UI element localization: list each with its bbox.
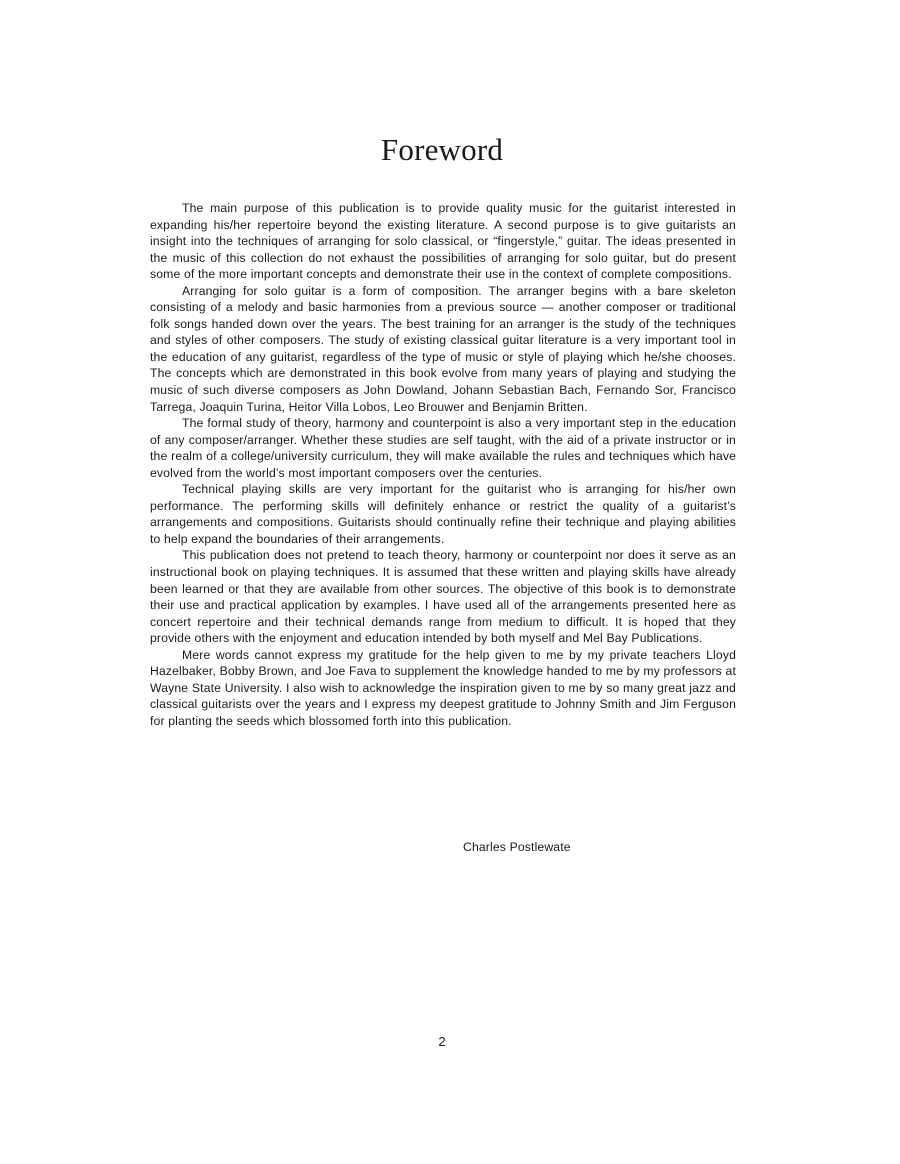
page-title: Foreword — [380, 132, 504, 167]
page-number: 2 — [438, 1034, 446, 1049]
paragraph-gratitude: Mere words cannot express my gratitude for the help given to me by my private teachers Lloyd Hazelbaker, Bobby Brown, and Joe Fava to supplement the knowledge handed to me by my professors at Wayne State University. I also wish to acknowledge the inspiration given to me by so many great jazz and classical guitarists over the years and I express my deepest gratitude to Johnny Smith and Jim Ferguson for planting the seeds which blossomed forth into this publication. — [150, 647, 736, 728]
paragraph-theory: The formal study of theory, harmony and counterpoint is also a very important step in the education of any composer/arranger. Whether these studies are self taught, with the aid of a private instructor or in the realm of a college/university curriculum, they will make available the rules and techniques which have evolved from the world’s most important composers over the centuries. — [150, 416, 736, 480]
paragraph-publication-scope: This publication does not pretend to teach theory, harmony or counterpoint nor does it serve as an instructional book on playing techniques. It is assumed that these written and playing skills have already been learned or that they are available from other sources. The objective of this book is to demonstrate their use and practical application by examples. I have used all of the arrangements presented here as concert repertoire and their technical demands range from medium to difficult. It is hoped that they provide others with the enjoyment and education intended by both myself and Mel Bay Publications. — [150, 548, 736, 646]
paragraph-arranging: Arranging for solo guitar is a form of composition. The arranger begins with a bare skeleton consisting of a melody and basic harmonies from a previous source — another composer or traditional folk songs handed down over the years. The best training for an arranger is the study of the techniques and styles of other composers. The study of existing classical guitar literature is a very important tool in the education of any guitarist, regardless of the type of music or style of playing which he/she chooses. The concepts which are demonstrated in this book evolve from many years of playing and studying the music of such diverse composers as John Dowland, Johann Sebastian Bach, Fernando Sor, Francisco Tarrega, Joaquin Turina, Heitor Villa Lobos, Leo Brouwer and Benjamin Britten. — [150, 283, 736, 414]
paragraph-technical-skills: Technical playing skills are very important for the guitarist who is arranging for his/her own performance. The performing skills will definitely enhance or restrict the quality of a guitarist’s arrangements and compositions. Guitarists should continually refine their technique and playing abilities to help expand the boundaries of their arrangements. — [150, 482, 736, 546]
paragraph-purpose: The main purpose of this publication is to provide quality music for the guitarist interested in expanding his/her repertoire beyond the existing literature. A second purpose is to give guitarists an insight into the techniques of arranging for solo classical, or “fingerstyle,” guitar. The ideas presented in the music of this collection do not exhaust the possibilities of arranging for solo guitar, but do present some of the more important concepts and demonstrate their use in the context of complete compositions. — [150, 201, 736, 282]
author-signature: Charles Postlewate — [463, 840, 571, 854]
foreword-body — [150, 200, 736, 730]
